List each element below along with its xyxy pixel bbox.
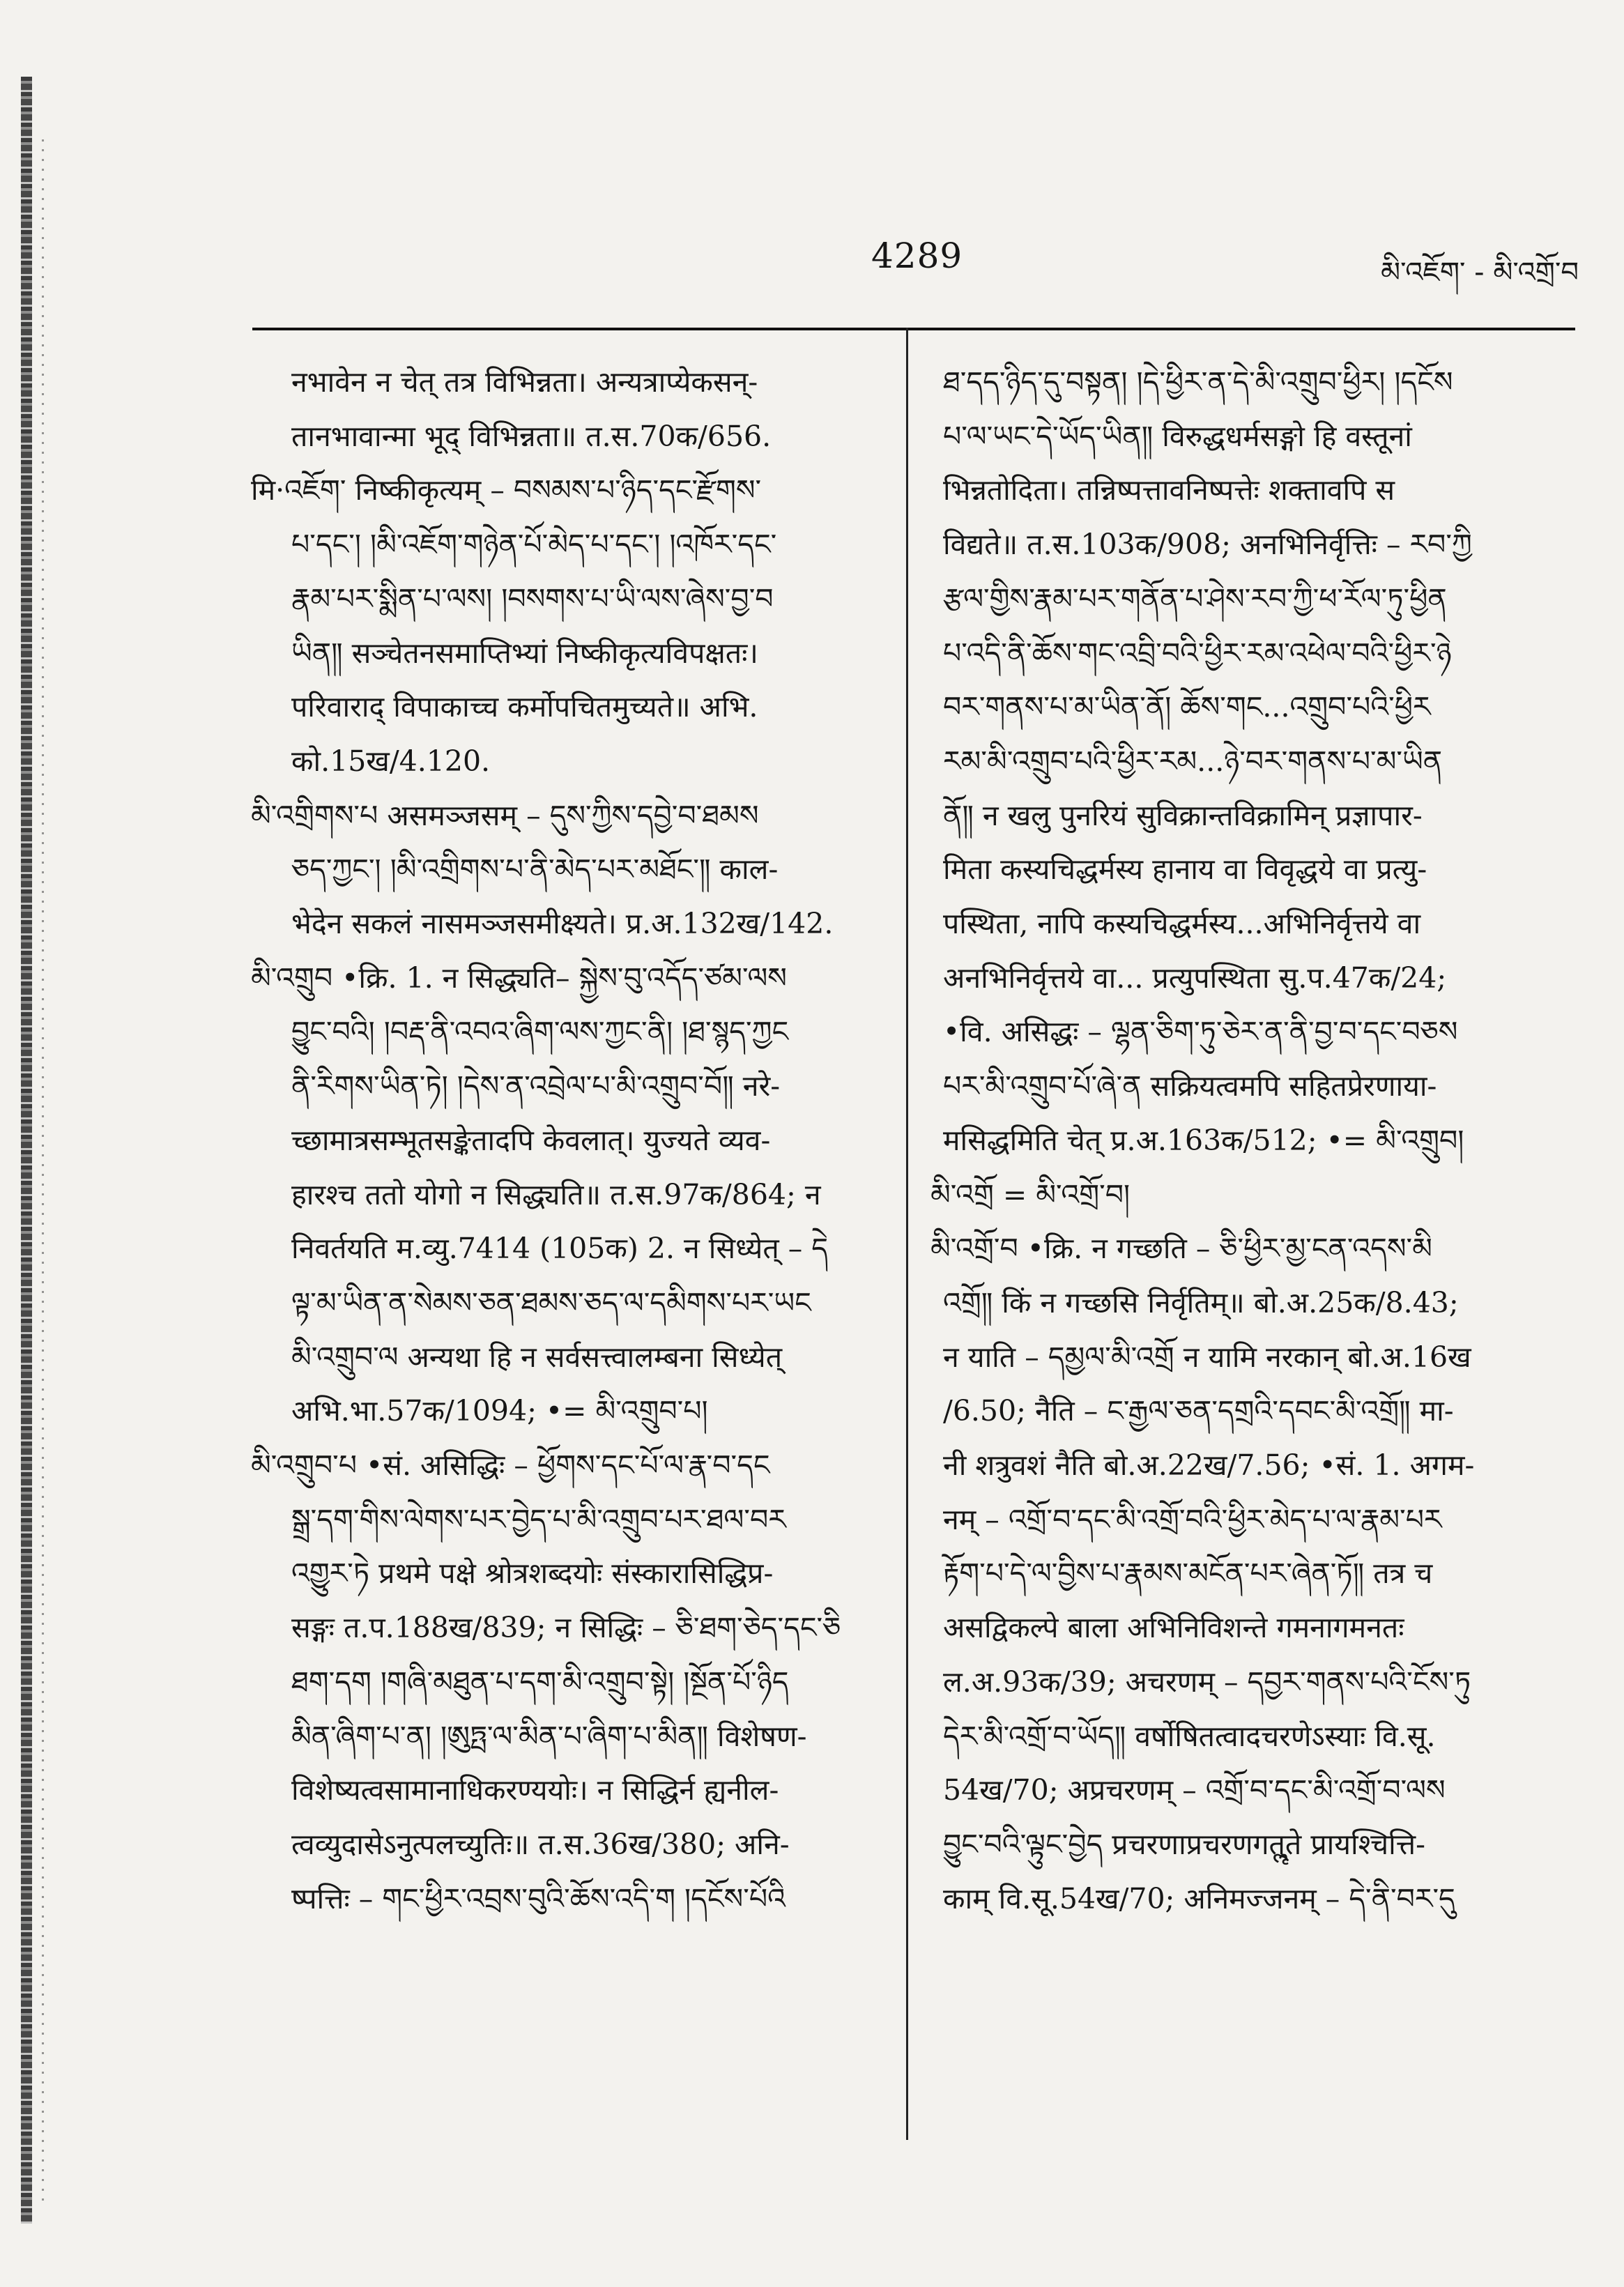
entry-line: མི་འགྲིགས་པ असमञ्जसम् – དུས་ཀྱིས་དབྱེ་བ་ཐམས	[251, 798, 759, 832]
scan-edge-shadow	[21, 77, 32, 2224]
scan-edge-speckle	[42, 139, 44, 2203]
entry-line: པ་འདི་ནི་ཆོས་གང་འབྲི་བའི་ཕྱིར་རམ་འཕེལ་བའི་ཕྱིར་ཉེ	[943, 636, 1452, 670]
entry-line: 54ख/70; अप्रचरणम् – འགྲོ་བ་དང་མི་འགྲོ་བ་ལས	[943, 1773, 1446, 1807]
left-column	[251, 355, 857, 1926]
entry-line: विद्यते॥ त.स.103क/908; अनभिनिर्वृत्तिः – རབ་ཀྱི	[943, 528, 1472, 562]
entry-line: निवर्तयति म.व्यु.7414 (105क) 2. न सिध्येत् – དེ	[291, 1232, 829, 1266]
entry-line: རྩལ་གྱིས་རྣམ་པར་གནོན་པ་ཤེས་རབ་ཀྱི་ཕ་རོལ་ཏུ་ཕྱིན	[943, 581, 1447, 615]
entry-line: རྣམ་པར་སྨིན་པ་ལས། །བསགས་པ་ཡི་ལས་ཞེས་བྱ་བ	[291, 581, 774, 615]
entry-line: अभि.भा.57क/1094; •= མི་འགྲུབ་པ།	[291, 1394, 708, 1428]
entry-line: ལྟ་མ་ཡིན་ན་སེམས་ཅན་ཐམས་ཅད་ལ་དམིགས་པར་ཡང	[291, 1285, 811, 1320]
entry-line: •वि. असिद्धः – ལྷན་ཅིག་ཏུ་ཅེར་ན་ནི་བྱ་བ་དང་བཅས	[943, 1015, 1458, 1049]
entry-line: ཅད་ཀྱང་། །མི་འགྲིགས་པ་ནི་མེད་པར་མཐོང་༎ काल-	[291, 852, 779, 887]
entry-line: དེར་མི་འགྲོ་བ་ཡོད༎ वर्षोषितत्वादचरणेऽस्याः वि.सू.	[943, 1719, 1436, 1753]
entry-line: पस्थिता, नापि कस्यचिद्धर्मस्य...अभिनिर्वृत्तये वा	[943, 907, 1421, 941]
entry-line: भेदेन सकलं नासमञ्जसमीक्ष्यते। प्र.अ.132ख/142.	[291, 907, 834, 941]
entry-line: नभावेन न चेत् तत्र विभिन्नता। अन्यत्राप्येकसन्-	[291, 365, 758, 399]
entry-line: /6.50; नैति – ང་རྒྱལ་ཅན་དགྲའི་དབང་མི་འགྲོ༎ मा-	[943, 1394, 1454, 1428]
entry-line: मिता कस्यचिद्धर्मस्य हानाय वा विवृद्धये वा प्रत्यु-	[943, 852, 1427, 887]
entry-line: མིན་ཞིག་པ་ན། །ཨུཏྤ་ལ་མིན་པ་ཞིག་པ་མིན༎ विशेषण-	[291, 1719, 807, 1753]
header-rule	[252, 328, 1575, 330]
entry-line: नी शत्रुवशं नैति बो.अ.22ख/7.56; •सं. 1. अगम-	[943, 1448, 1475, 1483]
entry-line: मसिद्धमिति चेत् प्र.अ.163क/512; •= མི་འགྲུབ།	[943, 1123, 1464, 1157]
entry-line: མི་འགྲུབ •क्रि. 1. न सिद्ध्यति– སྐྱེས་བུ་འདོད་ཙམ་ལས	[251, 961, 787, 995]
entry-line: हारश्च ततो योगो न सिद्ध्यति॥ त.स.97क/864; न	[291, 1177, 821, 1211]
entry-line: को.15ख/4.120.	[291, 744, 491, 778]
entry-line: རམ་མི་འགྲུབ་པའི་ཕྱིར་རམ...ཉེ་བར་གནས་པ་མ་ཡིན	[943, 744, 1443, 778]
entry-line: असद्विकल्पे बाला अभिनिविशन्ते गमनागमनतः	[943, 1611, 1404, 1645]
entry-line: བར་གནས་པ་མ་ཡིན་ནོ། ཆོས་གང...འགྲུབ་པའི་ཕྱིར	[943, 690, 1431, 724]
entry-line: ཐག་དག །གཞི་མཐུན་པ་དག་མི་འགྲུབ་སྟེ། །སྔོན་པོ་ཉིད	[291, 1665, 789, 1699]
entry-line: नम् – འགྲོ་བ་དང་མི་འགྲོ་བའི་ཕྱིར་མེད་པ་ལ་རྣམ་པར	[943, 1502, 1442, 1536]
entry-line: न याति – དམྱལ་མི་འགྲོ न यामि नरकान् बो.अ.16ख	[943, 1340, 1471, 1374]
entry-line: परिवाराद् विपाकाच्च कर्मोपचितमुच्यते॥ अभि.	[291, 690, 758, 724]
running-head: མི་འཇོག་ - མི་འགྲོ་བ	[1381, 257, 1579, 289]
entry-line: འགྱུར་ཏེ प्रथमे पक्षे श्रोत्रशब्दयोः संस्कारासिद्धिप्र-	[291, 1556, 774, 1591]
entry-line: མི་འགྲོ་བ •क्रि. न गच्छति – ཅི་ཕྱིར་མྱ་ངན་འདས་མི	[930, 1232, 1432, 1266]
entry-line: བྱུང་བའི། །བརྡ་ནི་འབའ་ཞིག་ལས་ཀྱང་ནི། །ཐ་སྙད་ཀྱང	[291, 1015, 789, 1049]
entry-line: मि·འཇོག་ निष्कीकृत्यम् – བསམས་པ་ཉིད་དང་རྫོགས་	[251, 473, 762, 507]
entry-line: तानभावान्मा भूद् विभिन्नता॥ त.स.70क/656.	[291, 419, 772, 453]
entry-line: त्वव्युदासेऽनुत्पलच्युतिः॥ त.स.36ख/380; अनि-	[291, 1827, 790, 1861]
entry-line: མི་འགྲུབ་ལ अन्यथा हि न सर्वसत्त्वालम्बना सिध्येत्	[291, 1340, 783, 1374]
entry-line: པར་མི་འགྲུབ་པོ་ཞེ་ན सक्रियत्वमपि सहितप्रेरणाया-	[943, 1069, 1437, 1103]
entry-line: མི་འགྲོ = མི་འགྲོ་བ།	[930, 1177, 1131, 1211]
entry-line: པ་དང་། །མི་འཇོག་གཉེན་པོ་མེད་པ་དང་། །འཁོར་དང་	[291, 528, 777, 562]
entry-line: བྱུང་བའི་ལྟུང་བྱེད प्रचरणाप्रचरणगतॢ्ते प्रायश्चित्ति-	[943, 1827, 1425, 1861]
entry-line: सङ्गः त.प.188ख/839; न सिद्धिः – ཅི་ཐག་ཅེད་དང་ཅི	[291, 1611, 841, 1645]
entry-line: པ་ལ་ཡང་དེ་ཡོད་ཡིན༎ विरुद्धधर्मसङ्गो हि वस्तूनां	[943, 419, 1412, 453]
entry-line: སྒྲ་དག་གིས་ལེགས་པར་བྱེད་པ་མི་འགྲུབ་པར་ཐལ་བར	[291, 1502, 786, 1536]
right-column	[930, 355, 1572, 1926]
entry-line: विशेष्यत्वसामानाधिकरण्ययोः। न सिद्धिर्न ह्यनील-	[291, 1773, 779, 1807]
entry-line: ནི་རིགས་ཡིན་ཏེ། །དེས་ན་འབྲེལ་པ་མི་འགྲུབ་བོ༎ नरे-	[291, 1069, 781, 1103]
entry-line: རྟོག་པ་དེ་ལ་བྱིས་པ་རྣམས་མངོན་པར་ཞེན་ཏོ༎ तत्र च	[943, 1556, 1433, 1591]
entry-line: भिन्नतोदिता। तन्निष्पत्तावनिष्पत्तेः शक्तावपि स	[943, 473, 1395, 507]
page-number: 4289	[871, 236, 963, 276]
entry-line: ཐ་དད་ཉིད་དུ་བསྟན། །དེ་ཕྱིར་ན་དེ་མི་འགྲུབ་ཕྱིར། །དངོས	[943, 365, 1453, 399]
column-divider	[906, 328, 908, 2140]
entry-line: ནོ༎ न खलु पुनरियं सुविक्रान्तविक्रामिन् प्रज्ञापार-	[943, 798, 1423, 832]
entry-line: अनभिनिर्वृत्तये वा... प्रत्युपस्थिता सु.प.47क/24;	[943, 961, 1447, 995]
entry-line: ल.अ.93क/39; अचरणम् – དབྱར་གནས་པའི་ངོས་ཏུ	[943, 1665, 1471, 1699]
entry-line: च्छामात्रसम्भूतसङ्केतादपि केवलात्। युज्यते व्यव-	[291, 1123, 771, 1157]
entry-line: མི་འགྲུབ་པ •सं. असिद्धिः – ཕྱོགས་དང་པོ་ལ་རྣ་བ་དང	[251, 1448, 770, 1483]
entry-line: ཡིན༎ सञ्चेतनसमाप्तिभ्यां निष्कीकृत्यविपक्षतः।	[291, 636, 758, 670]
entry-line: འགྲོ༎ किं न गच्छसि निर्वृतिम्॥ बो.अ.25क/8.43;	[943, 1285, 1459, 1320]
entry-line: ष्पत्तिः – གང་ཕྱིར་འབྲས་བུའི་ཆོས་འདི་ག །དངོས་པོའི	[291, 1881, 786, 1915]
entry-line: काम् वि.सू.54ख/70; अनिमज्जनम् – དེ་ནི་བར་དུ	[943, 1881, 1455, 1915]
